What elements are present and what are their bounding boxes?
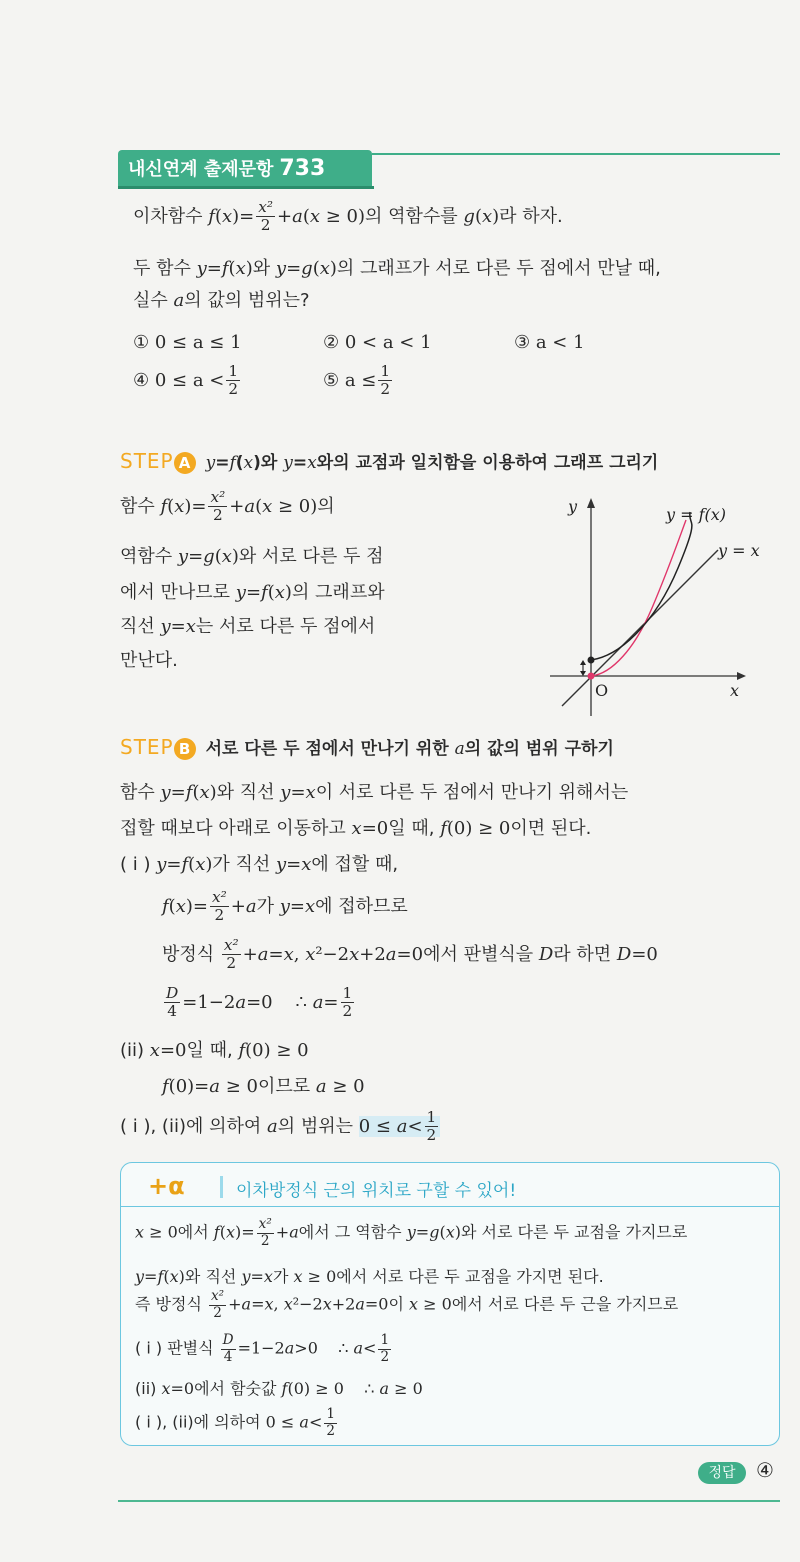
function-graph: [540, 488, 780, 720]
origin-label: O: [595, 681, 609, 700]
conclusion: ( i ), (ii)에 의하여 a의 범위는 0 ≤ a< $\frac{1}{2}$: [120, 1110, 440, 1144]
step-a-heading: STEP A y=f(x)와 y=x와의 교점과 일치함을 이용하여 그래프 그리기: [120, 449, 659, 473]
plus-line-1: x ≥ 0에서 f(x)= $\frac{\text{x²}}{2}$ +a에서 그 역함수 y=g(x)와 서로 다른 두 교점을 가지므로: [135, 1216, 688, 1249]
tangent-curve: [591, 520, 686, 676]
step-a-line-2: 역함수 y=g(x)와 서로 다른 두 점: [120, 546, 384, 567]
problem-line-1: 이차함수 f(x)= $\frac{\text{x²}}{2}$ +a(x ≥ 0)의 역함수를 g(x)라 하자.: [133, 198, 563, 235]
step-b-para-1: 함수 y=f(x)와 직선 y=x이 서로 다른 두 점에서 만나기 위해서는: [120, 782, 629, 803]
choice-3: ③ a < 1: [514, 332, 585, 353]
step-b-heading: STEP B 서로 다른 두 점에서 만나기 위한 a의 값의 범위 구하기: [120, 735, 614, 759]
question-number: 733: [279, 156, 326, 181]
line-y-equals-x: [562, 550, 718, 706]
plus-line-2: y=f(x)와 직선 y=x가 x ≥ 0에서 서로 다른 두 교점을 가지면 된다.: [135, 1267, 604, 1286]
origin-point: [588, 673, 595, 680]
case-i-heading: ( i ) y=f(x)가 직선 y=x에 접할 때,: [120, 854, 399, 875]
curve-label: y = f(x): [666, 505, 727, 524]
choice-4: ④ 0 ≤ a < $\frac{1}{2}$: [133, 362, 239, 399]
x-axis-arrow: [737, 672, 746, 680]
choice-5: ⑤ a ≤ $\frac{1}{2}$: [323, 362, 391, 399]
step-b-para-2: 접할 때보다 아래로 이동하고 x=0일 때, f(0) ≥ 0이면 된다.: [120, 818, 592, 839]
header-rule: [372, 153, 780, 155]
bottom-rule: [118, 1500, 780, 1502]
choice-1: ① 0 ≤ a ≤ 1: [133, 332, 242, 353]
answer-badge: 정답: [698, 1462, 746, 1484]
case-i-line-3: 방정식 $\frac{\text{x²}}{2}$ +a=x, x²−2x+2a=0에서 판별식을 D라 하면 D=0: [162, 936, 658, 973]
y-axis-arrow: [587, 498, 595, 508]
case-i-line-4: $\frac{D}{4}$ =1−2a=0 ∴ a= $\frac{1}{2}$: [166, 984, 353, 1021]
x-axis-label: x: [730, 681, 740, 700]
step-a-line-1: 함수 f(x)= $\frac{\text{x²}}{2}$ +a(x ≥ 0)의: [120, 488, 335, 525]
problem-line-3: 실수 a의 값의 범위는?: [133, 290, 310, 311]
step-a-line-4: 직선 y=x는 서로 다른 두 점에서: [120, 616, 376, 637]
source-label: 내신연계 출제문항: [128, 159, 274, 180]
problem-line-2: 두 함수 y=f(x)와 y=g(x)의 그래프가 서로 다른 두 점에서 만날 때,: [133, 258, 661, 279]
plus-alpha-bar: [220, 1176, 223, 1198]
y-axis-label: y: [568, 497, 578, 516]
plus-alpha-title: 이차방정식 근의 위치로 구할 수 있어!: [236, 1181, 517, 1201]
curve-f: [591, 512, 692, 660]
step-a-line-5: 만난다.: [120, 650, 178, 671]
plus-line-5: (ii) x=0에서 함숫값 f(0) ≥ 0 ∴ a ≥ 0: [135, 1379, 423, 1398]
case-i-line-2: f(x)= $\frac{\text{x²}}{2}$ +a가 y=x에 접하므로: [162, 888, 408, 925]
plus-line-6: ( i ), (ii)에 의하여 0 ≤ a< $\frac{1}{2}$: [135, 1406, 336, 1439]
answer-value: ④: [756, 1458, 774, 1482]
case-ii-line-2: f(0)=a ≥ 0이므로 a ≥ 0: [162, 1076, 365, 1097]
f-intercept-point: [588, 657, 595, 664]
choice-2: ② 0 < a < 1: [323, 332, 432, 353]
line-label: y = x: [718, 541, 760, 560]
plus-line-4: ( i ) 판별식 $\frac{D}{4}$ =1−2a>0 ∴ a< $\frac{1}{2}$: [135, 1332, 390, 1365]
plus-alpha-icon: +α: [148, 1172, 185, 1200]
plus-line-3: 즉 방정식 $\frac{\text{x²}}{2}$ +a=x, x²−2x+2a=0이 x ≥ 0에서 서로 다른 두 근을 가지므로: [135, 1288, 679, 1321]
header-shadow: [118, 186, 374, 189]
question-source-tab: [118, 150, 372, 188]
case-ii-heading: (ii) x=0일 때, f(0) ≥ 0: [120, 1040, 309, 1061]
step-a-line-3: 에서 만나므로 y=f(x)의 그래프와: [120, 582, 385, 603]
